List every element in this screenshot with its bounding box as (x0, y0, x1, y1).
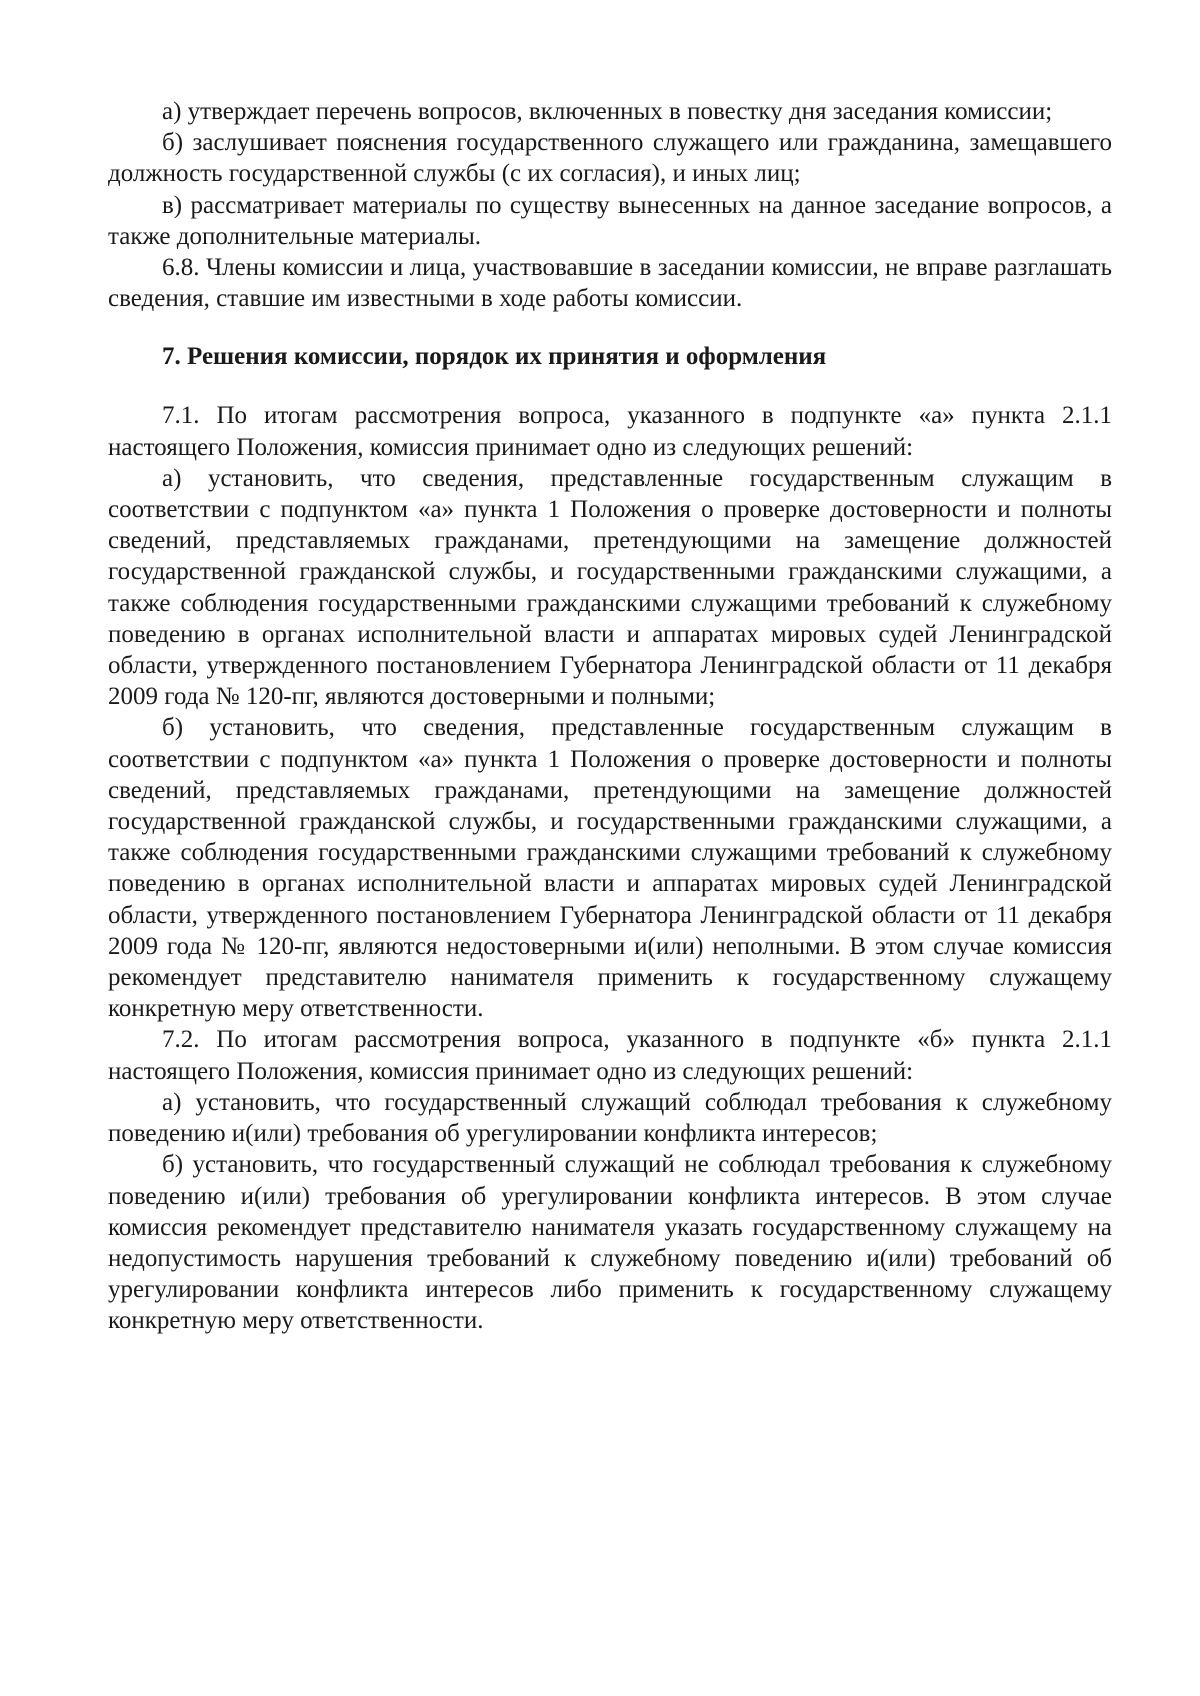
paragraph-item-a: а) утверждает перечень вопросов, включенных в повестку дня заседания комиссии; (162, 98, 1053, 125)
document-page (108, 96, 1112, 1337)
section-heading: 7. Решения комиссии, порядок их принятия и оформления (162, 343, 827, 371)
paragraph-7-2: 7.2. По итогам рассмотрения вопроса, указанного в подпункте «б» пункта 2.1.1 настоящего Положения, комиссия принимает одно из следующих решений: (108, 1026, 1112, 1085)
paragraph-6-8: 6.8. Члены комиссии и лица, участвовавшие в заседании комиссии, не вправе разглашать сведения, ставшие им известными в ходе работы комиссии. (108, 254, 1112, 313)
paragraph-7-1-a: а) установить, что сведения, представленные государственным служащим в соответствии с подпунктом «а» пункта 1 Положения о проверке достоверности и полноты сведений, представляемых гражданами, претендующими на замещение должностей государственной гражданской службы, и государственными гражданскими служащими, а также соблюдения государственными гражданскими служащими требований к служебному поведению в органах исполнительной власти и аппаратах мировых судей Ленинградской области, утвержденного постановлением Губернатора Ленинградской области от 11 декабря 2009 года № 120-пг, являются достоверными и полными; (108, 464, 1112, 711)
paragraph-item-v: в) рассматривает материалы по существу вынесенных на данное заседание вопросов, а также дополнительные материалы. (108, 191, 1112, 250)
paragraph-7-2-b: б) установить, что государственный служащий не соблюдал требования к служебному поведению и(или) требования об урегулировании конфликта интересов. В этом случае комиссия рекомендует представителю нанимателя указать государственному служащему на недопустимость нарушения требований к служебному поведению и(или) требований об урегулировании конфликта интересов либо применить к государственному служащему конкретную меру ответственности. (108, 1151, 1112, 1335)
paragraph-7-1-b: б) установить, что сведения, представленные государственным служащим в соответствии с подпунктом «а» пункта 1 Положения о проверке достоверности и полноты сведений, представляемых гражданами, претендующими на замещение должностей государственной гражданской службы, и государственными гражданскими служащими, а также соблюдения государственными гражданскими служащими требований к служебному поведению в органах исполнительной власти и аппаратах мировых судей Ленинградской области, утвержденного постановлением Губернатора Ленинградской области от 11 декабря 2009 года № 120-пг, являются недостоверными и(или) неполными. В этом случае комиссия рекомендует представителю нанимателя применить к государственному служащему конкретную меру ответственности. (108, 714, 1112, 1023)
paragraph-7-1: 7.1. По итогам рассмотрения вопроса, указанного в подпункте «а» пункта 2.1.1 настоящего Положения, комиссия принимает одно из следующих решений: (108, 402, 1112, 461)
paragraph-item-b: б) заслушивает пояснения государственного служащего или гражданина, замещавшего должность государственной службы (с их согласия), и иных лиц; (108, 129, 1112, 188)
paragraph-7-2-a: а) установить, что государственный служащий соблюдал требования к служебному поведению и(или) требования об урегулировании конфликта интересов; (108, 1088, 1112, 1148)
